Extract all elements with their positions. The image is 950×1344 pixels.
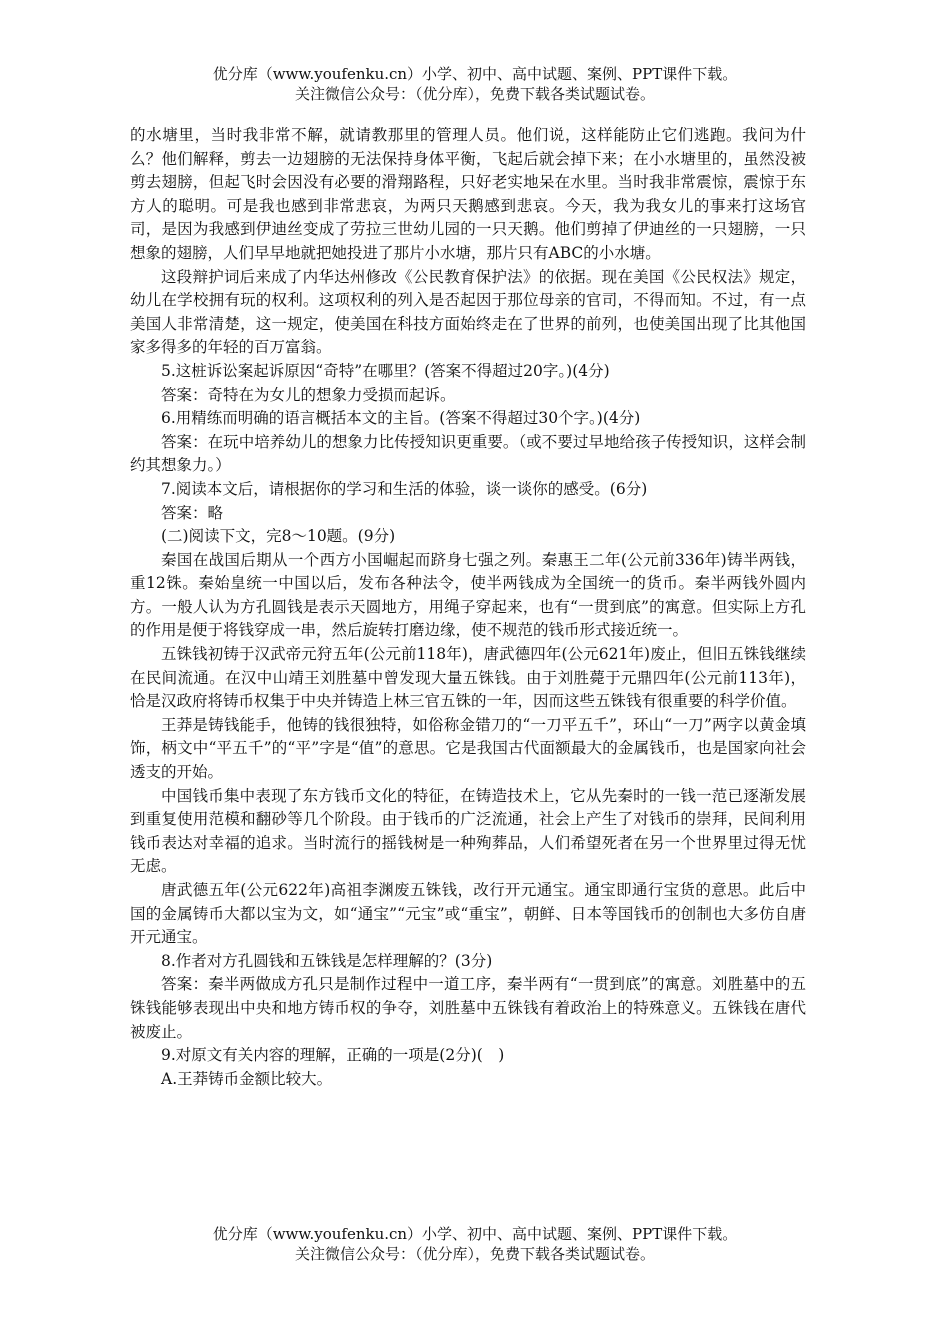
paragraph: 答案：奇特在为女儿的想象力受损而起诉。 bbox=[161, 385, 456, 404]
paragraph: 五铢钱初铸于汉武帝元狩五年(公元前118年)，唐武德四年(公元621年)废止，但旧五铢钱继续在民间流通。在汉中山靖王刘胜墓中曾发现大量五铢钱。由于刘胜薨于元鼎四年(公元前113年)，恰是汉政府将铸币权集于中央并铸造上林三官五铢的一年，因而这些五铢钱有很重要的科学价值。 bbox=[130, 645, 806, 711]
paragraph: 王莽是铸钱能手，他铸的钱很独特，如俗称金错刀的“一刀平五千”，环山“一刀”两字以黄金填饰，柄文中“平五千”的“平”字是“值”的意思。它是我国古代面额最大的金属钱币，也是国家向社会透支的开始。 bbox=[130, 715, 806, 782]
page-header-banner bbox=[0, 64, 950, 104]
paragraph: 答案：秦半两做成方孔只是制作过程中一道工序，秦半两有“一贯到底”的寓意。刘胜墓中的五铢钱能够表现出中央和地方铸币权的争夺，刘胜墓中五铢钱有着政治上的特殊意义。五铢钱在唐代被废止。 bbox=[130, 975, 806, 1041]
paragraph: 9.对原文有关内容的理解，正确的一项是(2分)( ) bbox=[161, 1046, 505, 1065]
document-body bbox=[130, 124, 806, 1091]
paragraph: 唐武德五年(公元622年)高祖李渊废五铢钱，改行开元通宝。通宝即通行宝货的意思。此后中国的金属铸币大都以宝为文，如“通宝”“元宝”或“重宝”，朝鲜、日本等国钱币的创制也大多仿自唐开元通宝。 bbox=[130, 881, 806, 947]
paragraph: 7.阅读本文后，请根据你的学习和生活的体验，谈一谈你的感受。(6分) bbox=[161, 479, 648, 498]
paragraph: 6.用精练而明确的语言概括本文的主旨。(答案不得超过30个字。)(4分) bbox=[161, 409, 641, 428]
paragraph: 秦国在战国后期从一个西方小国崛起而跻身七强之列。秦惠王二年(公元前336年)铸半两钱，重12铢。秦始皇统一中国以后，发布各种法令，使半两钱成为全国统一的货币。秦半两钱外圆内方。一般人认为方孔圆钱是表示天圆地方，用绳子穿起来，也有“一贯到底”的寓意。但实际上方孔的作用是便于将钱穿成一串，然后旋转打磨边缘，使不规范的钱币形式接近统一。 bbox=[130, 550, 806, 640]
paragraph: 8.作者对方孔圆钱和五铢钱是怎样理解的？(3分) bbox=[161, 951, 493, 970]
paragraph: 这段辩护词后来成了内华达州修改《公民教育保护法》的依据。现在美国《公民权法》规定，幼儿在学校拥有玩的权利。这项权利的列入是否起因于那位母亲的官司，不得而知。不过，有一点美国人非常清楚，这一规定，使美国在科技方面始终走在了世界的前列，也使美国出现了比其他国家多得多的年轻的百万富翁。 bbox=[130, 267, 806, 357]
paragraph: 5.这桩诉讼案起诉原因“奇特”在哪里？(答案不得超过20字。)(4分) bbox=[161, 361, 610, 380]
footer-line-1: 优分库（www.youfenku.cn）小学、初中、高中试题、案例、PPT课件下载。 bbox=[212, 1225, 738, 1243]
page-footer-banner bbox=[0, 1224, 950, 1264]
footer-line-2: 关注微信公众号：（优分库），免费下载各类试题试卷。 bbox=[294, 1245, 655, 1263]
paragraph: 答案：略 bbox=[161, 503, 224, 522]
header-line-2: 关注微信公众号：（优分库），免费下载各类试题试卷。 bbox=[294, 85, 655, 103]
header-line-1: 优分库（www.youfenku.cn）小学、初中、高中试题、案例、PPT课件下载。 bbox=[212, 65, 738, 83]
paragraph: 中国钱币集中表现了东方钱币文化的特征，在铸造技术上，它从先秦时的一钱一范已逐渐发展到重复使用范模和翻砂等几个阶段。由于钱币的广泛流通，社会上产生了对钱币的崇拜，民间利用钱币表达对幸福的追求。当时流行的摇钱树是一种殉葬品，人们希望死者在另一个世界里过得无忧无虑。 bbox=[130, 786, 806, 876]
paragraph: A.王莽铸币金额比较大。 bbox=[161, 1069, 333, 1088]
paragraph: 的水塘里，当时我非常不解，就请教那里的管理人员。他们说，这样能防止它们逃跑。我问为什么？他们解释，剪去一边翅膀的无法保持身体平衡，飞起后就会掉下来；在小水塘里的，虽然没被剪去翅膀，但起飞时会因没有必要的滑翔路程，只好老实地呆在水里。当时我非常震惊，震惊于东方人的聪明。可是我也感到非常悲哀，为两只天鹅感到悲哀。今天，我为我女儿的事来打这场官司，是因为我感到伊迪丝变成了劳拉三世幼儿园的一只天鹅。他们剪掉了伊迪丝的一只翅膀，一只想象的翅膀，人们早早地就把她投进了那片小水塘，那片只有ABC的小水塘。 bbox=[130, 126, 806, 262]
paragraph: 答案：在玩中培养幼儿的想象力比传授知识更重要。（或不要过早地给孩子传授知识，这样会制约其想象力。） bbox=[130, 432, 806, 475]
paragraph: (二)阅读下文，完8～10题。(9分) bbox=[161, 527, 396, 546]
